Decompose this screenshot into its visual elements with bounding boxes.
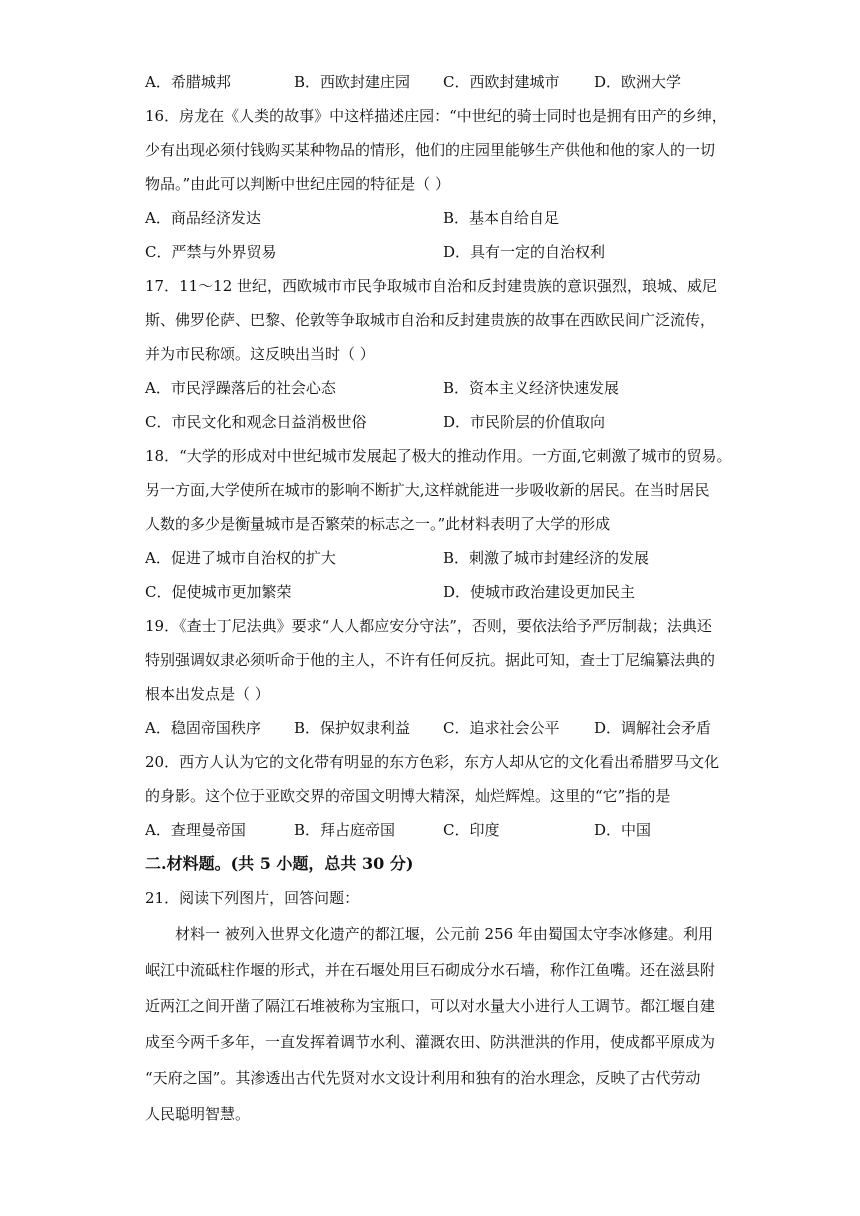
q20-option-c: C．印度 <box>443 821 500 839</box>
q16-stem-line: 16．房龙在《人类的故事》中这样描述庄园：“中世纪的骑士同时也是拥有田产的乡绅， <box>145 107 727 125</box>
material-line: “天府之国”。其渗透出古代先贤对水文设计利用和独有的治水理念，反映了古代劳动 <box>145 1069 701 1087</box>
q16-option-b: B．基本自给自足 <box>443 209 560 227</box>
q15-option-c: C．西欧封建城市 <box>443 73 560 91</box>
q17-stem-line: 斯、佛罗伦萨、巴黎、伦敦等争取城市自治和反封建贵族的故事在西欧民间广泛流传， <box>145 311 716 329</box>
material-line: 近两江之间开凿了隔江石堆被称为宝瓶口，可以对水量大小进行人工调节。都江堰自建 <box>145 997 716 1015</box>
q15-option-a: A．希腊城邦 <box>145 73 231 91</box>
q18-option-c: C．促使城市更加繁荣 <box>145 583 292 601</box>
q17-option-a: A．市民浮躁落后的社会心态 <box>145 379 336 397</box>
q20-stem-line: 20．西方人认为它的文化带有明显的东方色彩，东方人却从它的文化看出希腊罗马文化 <box>145 753 720 771</box>
q21-prompt: 21．阅读下列图片，回答问题： <box>145 889 360 907</box>
q16-stem-line: 少有出现必须付钱购买某种物品的情形，他们的庄园里能够生产供他和他的家人的一切 <box>145 141 716 159</box>
q20-option-b: B．拜占庭帝国 <box>294 821 396 839</box>
q19-stem-line: 根本出发点是（ ） <box>145 685 270 703</box>
q19-stem-line: 特别强调奴隶必须听命于他的主人，不许有任何反抗。据此可知，查士丁尼编纂法典的 <box>145 651 716 669</box>
q19-stem-line: 19．《查士丁尼法典》要求“人人都应安分守法”，否则，要依法给予严厉制裁；法典还 <box>145 617 712 635</box>
material-line: 岷江中流砥柱作堰的形式，并在石堰处用巨石砌成分水石墙，称作江鱼嘴。还在滋县附 <box>145 961 716 979</box>
q20-stem-line: 的身影。这个位于亚欧交界的帝国文明博大精深，灿烂辉煌。这里的“它”指的是 <box>145 787 671 805</box>
q20-option-d: D．中国 <box>594 821 652 839</box>
q17-stem-line: 并为市民称颂。这反映出当时（ ） <box>145 345 375 363</box>
q15-option-d: D．欧洲大学 <box>594 73 682 91</box>
q16-stem-line: 物品。”由此可以判断中世纪庄园的特征是（ ） <box>145 175 450 193</box>
q18-option-a: A．促进了城市自治权的扩大 <box>145 549 336 567</box>
q18-option-b: B．刺激了城市封建经济的发展 <box>443 549 650 567</box>
q16-option-d: D．具有一定的自治权利 <box>443 243 606 261</box>
section-title: 二.材料题。(共 5 小题，总共 30 分) <box>145 854 414 873</box>
material-line: 人民聪明智慧。 <box>145 1105 251 1123</box>
material-line: 材料一 被列入世界文化遗产的都江堰，公元前 256 年由蜀国太守李冰修建。利用 <box>175 925 713 943</box>
q20-option-a: A．查理曼帝国 <box>145 821 246 839</box>
q15-option-b: B．西欧封建庄园 <box>294 73 411 91</box>
q17-option-d: D．市民阶层的价值取向 <box>443 413 606 431</box>
q19-option-d: D．调解社会矛盾 <box>594 719 712 737</box>
q18-stem-line: 另一方面,大学使所在城市的影响不断扩大,这样就能进一步吸收新的居民。在当时居民 <box>145 481 710 499</box>
q19-option-b: B．保护奴隶利益 <box>294 719 411 737</box>
q18-stem-line: 18．“大学的形成对中世纪城市发展起了极大的推动作用。一方面,它刺激了城市的贸易。 <box>145 447 732 465</box>
q17-stem-line: 17．11～12 世纪，西欧城市市民争取城市自治和反封建贵族的意识强烈，琅城、威尼 <box>145 277 718 295</box>
q19-option-a: A．稳固帝国秩序 <box>145 719 261 737</box>
q16-option-c: C．严禁与外界贸易 <box>145 243 277 261</box>
q16-option-a: A．商品经济发达 <box>145 209 261 227</box>
q19-option-c: C．追求社会公平 <box>443 719 560 737</box>
q17-option-c: C．市民文化和观念日益消极世俗 <box>145 413 367 431</box>
material-line: 成至今两千多年，一直发挥着调节水利、灌溉农田、防洪泄洪的作用，使成都平原成为 <box>145 1033 716 1051</box>
q18-stem-line: 人数的多少是衡量城市是否繁荣的标志之一。”此材料表明了大学的形成 <box>145 515 611 533</box>
q17-option-b: B．资本主义经济快速发展 <box>443 379 620 397</box>
q18-option-d: D．使城市政治建设更加民主 <box>443 583 636 601</box>
